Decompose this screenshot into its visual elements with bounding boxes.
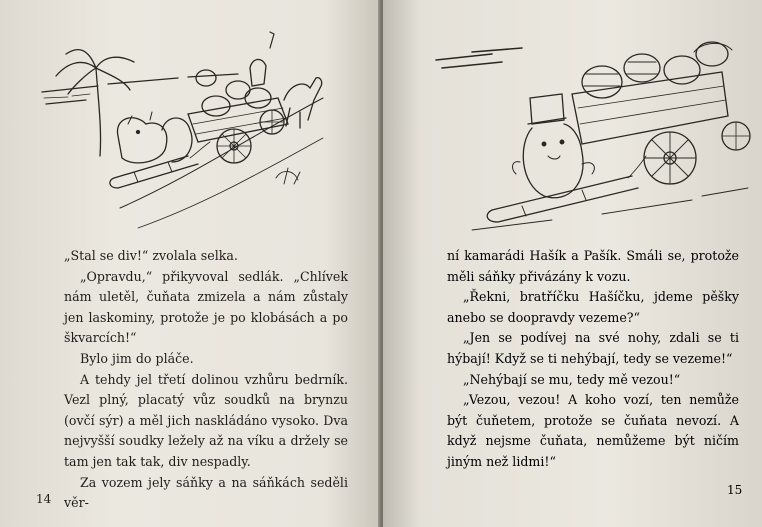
left-page-text [64,246,348,514]
paragraph: Bylo jim do pláče. [80,350,194,366]
page-number: 15 [727,483,743,497]
paragraph: „Jen se podívej na své nohy, zdali se ti hýbají! Když se ti nehýbají, tedy se vezeme!“ [447,330,739,366]
illustration-pigs-on-sled-behind-cart [432,24,752,244]
paragraph: Za vozem jely sáňky a na sáňkách seděli věr- [64,474,348,511]
page-number: 14 [36,492,52,506]
paragraph: „Stal se div!“ zvolala selka. [64,248,238,263]
right-page-text [447,246,739,473]
paragraph: A tehdy jel třetí dolinou vzhůru bedrník. Vezl plný, placatý vůz soudků na brynzu (ovčí sýr) a měl jich naskládáno vysoko. Dva nejvyšší soudky ležely až na víku a držely se tam jen tak tak, div nespadly. [64,371,348,469]
illustration-piglets-on-sled [38,28,328,243]
paragraph: ní kamarádi Hašík a Pašík. Smáli se, protože měli sáňky přivázány k vozu. [447,248,739,284]
paragraph: „Nehýbají se mu, tedy mě vezou!“ [463,371,681,387]
paragraph: „Řekni, bratříčku Hašíčku, jdeme pěšky anebo se doopravdy vezeme?“ [447,289,739,325]
paragraph: „Opravdu,“ přikyvoval sedlák. „Chlívek nám uletěl, čuňata zmizela a nám zůstaly jen laskominy, protože je po klobásách a po škvarcích!“ [64,268,348,346]
paragraph: „Vezou, vezou! A koho vozí, ten nemůže být čuňetem, protože se čuňata nevozí. A když nejsme čuňata, nemůžeme být ničím jiným než lidmi!“ [447,392,739,469]
